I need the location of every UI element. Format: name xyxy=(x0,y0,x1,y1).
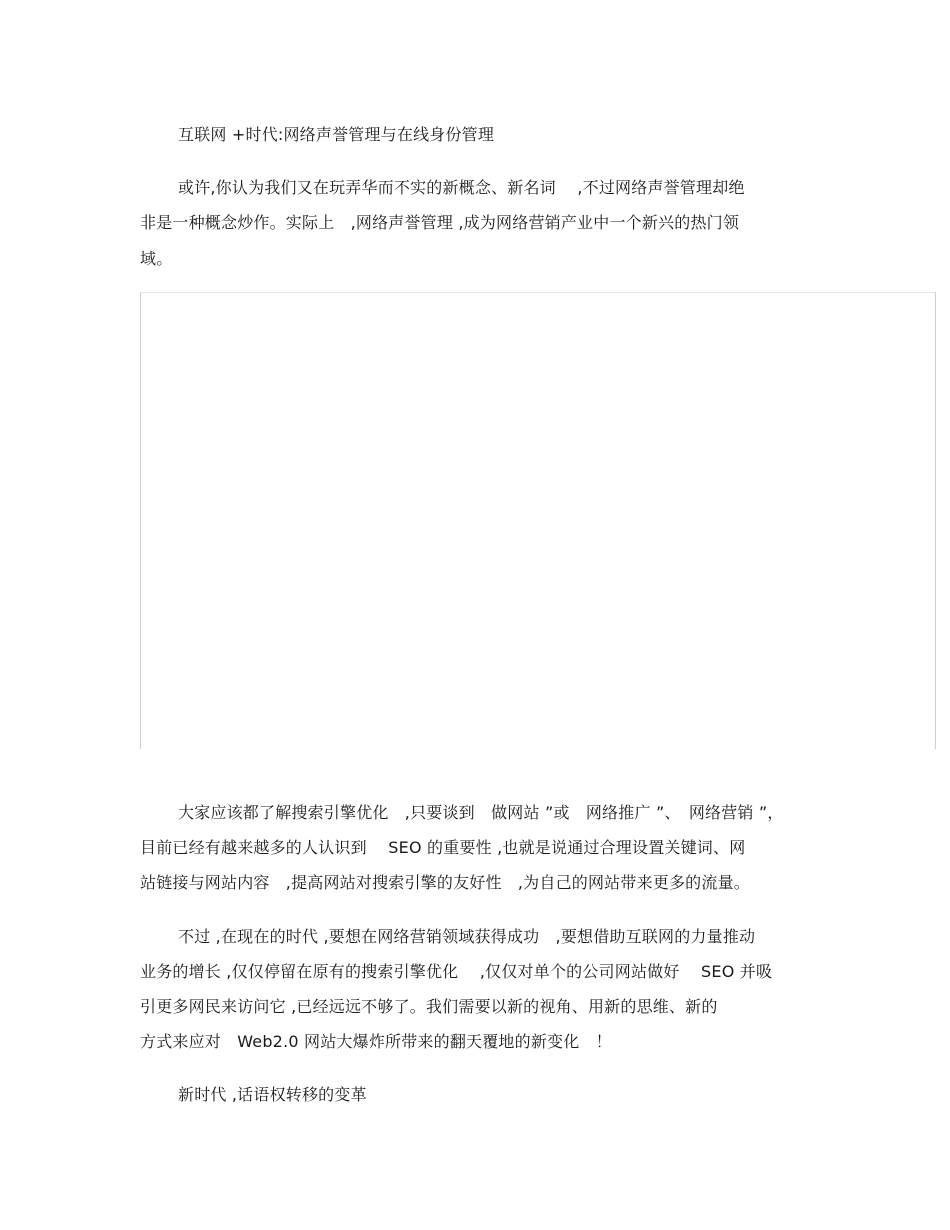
paragraph-2-line-1: 大家应该都了解搜索引擎优化 ,只要谈到 做网站 ”或 网络推广 ”、 网络营销 ”， xyxy=(178,803,784,822)
paragraph-1-line-2: 非是一种概念炒作。实际上 ,网络声誉管理 ,成为网络营销产业中一个新兴的热门领 xyxy=(140,213,740,232)
paragraph-3-line-4: 方式来应对 Web2.0 网站大爆炸所带来的翻天覆地的新变化 ！ xyxy=(140,1032,612,1051)
paragraph-1-line-3: 域。 xyxy=(140,249,173,268)
embedded-image-placeholder xyxy=(140,292,936,749)
section-heading: 新时代 ,话语权转移的变革 xyxy=(178,1085,367,1104)
paragraph-1-line-1: 或许,你认为我们又在玩弄华而不实的新概念、新名词 ,不过网络声誉管理却绝 xyxy=(178,178,745,197)
paragraph-3-line-2: 业务的增长 ,仅仅停留在原有的搜索引擎优化 ,仅仅对单个的公司网站做好 SEO 并吸 xyxy=(140,962,773,981)
paragraph-3-line-1: 不过 ,在现在的时代 ,要想在网络营销领域获得成功 ,要想借助互联网的力量推动 xyxy=(178,927,756,946)
document-title: 互联网 +时代:网络声誉管理与在线身份管理 xyxy=(178,125,495,144)
paragraph-2-line-3: 站链接与网站内容 ,提高网站对搜索引擎的友好性 ,为自己的网站带来更多的流量。 xyxy=(140,873,750,892)
paragraph-2-line-2: 目前已经有越来越多的人认识到 SEO 的重要性 ,也就是说通过合理设置关键词、网 xyxy=(140,838,746,857)
paragraph-3-line-3: 引更多网民来访问它 ,已经远远不够了。我们需要以新的视角、用新的思维、新的 xyxy=(140,997,718,1016)
